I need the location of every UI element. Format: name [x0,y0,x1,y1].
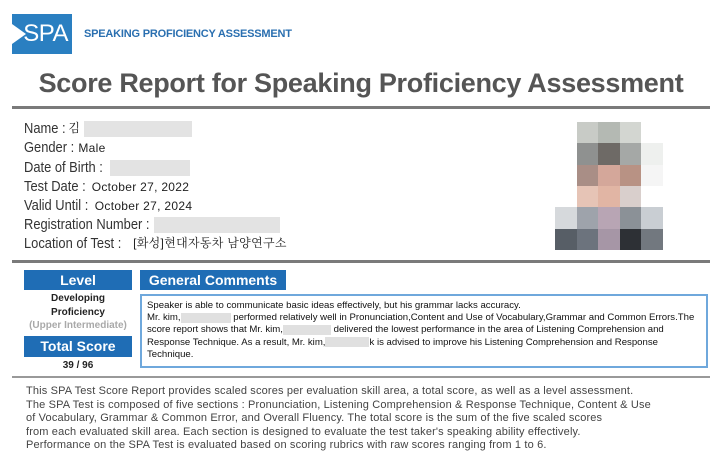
general-comments-header: General Comments [140,270,286,290]
comment-sentence-4b: k is advised to improve his Listening Comprehension and Response Technique. [147,336,658,360]
footer-description [26,385,716,453]
comment-sentence-3a: The score report shows that Mr. kim, [147,312,695,336]
divider-bottom [12,376,710,378]
valid-until-label: Valid Until : [24,196,89,214]
footer-line-3: of Vocabulary, Grammar & Common Error, and Overall Fluency. The total score is the sum of the five scaled scores [26,412,603,425]
spa-logo-mark [12,14,72,54]
logo-subtitle: SPEAKING PROFICIENCY ASSESSMENT [84,28,292,40]
dob-label: Date of Birth : [24,158,103,176]
name-label: Name : [24,120,66,138]
comment-sentence-1: Speaker is able to communicate basic ideas effectively, but his grammar lacks accuracy. [147,300,521,311]
comment-redaction-3 [325,337,369,347]
level-header: Level [24,270,132,290]
footer-line-1: This SPA Test Score Report provides scaled scores per evaluation skill area, a total score, as well as a level assessment. [26,385,634,397]
registration-redaction [154,217,280,233]
level-value-line1: Developing [51,293,105,304]
info-row-registration [24,214,287,233]
info-row-gender [24,137,287,156]
level-value [18,292,138,320]
page-title: Score Report for Speaking Proficiency Assessment [38,68,684,98]
level-value-line2: Proficiency [51,307,105,318]
dob-redaction [110,160,190,176]
total-score-header: Total Score [24,336,132,357]
footer-line-5: Performance on the SPA Test is evaluated based on scoring rubrics with raw scores ranging from 1 to 6. [26,439,547,452]
comment-redaction-1 [181,313,231,323]
general-comments-box [140,294,708,368]
comments-paragraph [147,300,701,361]
footer-line-4: from each evaluated skill area. Each section is designed to evaluate the test taker's speaking ability effectively. [26,425,581,438]
comment-sentence-2b: performed relatively well in Pronunciation,Content and Use of Vocabulary,Grammar and Common Errors. [230,312,678,324]
candidate-info [24,118,287,252]
footer-line-2: The SPA Test is composed of five sections : Pronunciation, Listening Comprehension & Response Technique, Content & Use [26,398,651,411]
divider-top [12,106,710,109]
info-row-valid-until [24,195,287,214]
location-label: Location of Test : [24,235,122,253]
total-score-value: 39 / 96 [62,360,94,371]
candidate-photo [555,122,663,250]
divider-middle [12,260,710,263]
play-arrow-icon [12,24,26,44]
name-redaction [84,121,192,137]
name-value: 김 [68,121,81,136]
info-row-name [24,118,287,137]
comment-sentence-3b: delivered the lowest performance in the area of Listening Comprehension and Response Technique. [147,324,664,348]
registration-label: Registration Number : [24,216,150,234]
info-row-location [24,233,287,252]
logo-mark-text: SPA [23,20,68,47]
info-row-test-date [24,176,287,195]
test-date-label: Test Date : [24,177,86,195]
comment-sentence-4a: As a result, Mr. kim, [239,336,326,348]
comment-sentence-2a: Mr. kim, [147,312,181,324]
valid-until-value: October 27, 2024 [94,198,193,213]
test-date-value: October 27, 2022 [91,179,190,194]
gender-value: Male [78,141,106,156]
spa-logo [12,14,292,54]
location-value: [화성]현대자동차 남양연구소 [133,236,287,251]
level-subtitle: (Upper Intermediate) [29,320,127,331]
comment-redaction-2 [283,325,331,335]
gender-label: Gender : [24,139,75,157]
info-row-dob [24,156,287,175]
